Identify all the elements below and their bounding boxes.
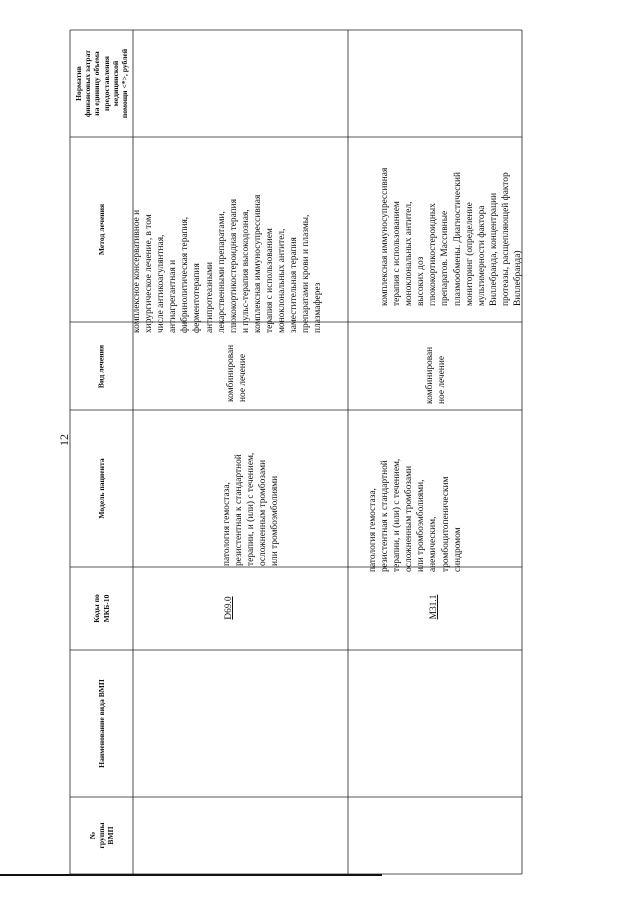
header-icd-codes: Коды по МКБ-10 bbox=[92, 594, 111, 623]
row1-icd-code: D69.0 bbox=[224, 596, 234, 620]
row2-patient-model: патология гемостаза, резистентная к стандартной терапии, и (или) с течением, осложненным тромбозами или тромбоэмболиями, анемическим, тромбоцитопеническим синдромом bbox=[368, 458, 463, 572]
row1-patient-model: патология гемостаза, резистентная к стандартной терапии, и (или) с течением, осложненным тромбозами или тромбоэмболиями bbox=[222, 452, 281, 566]
header-group-number: № группы ВМП bbox=[87, 822, 116, 849]
header-cost-standard: Норматив финансовых затрат на единицу объема предоставления медицинской помощи <*>, рублей bbox=[73, 48, 129, 119]
row2-treatment-method: комплексная иммуносупрессивная терапия с использованием моноклональных антител, высоких доз глюкокортикостероидных препаратов. Массивные плазмообмены. Диагностический мониторинг (определение мультимерности фактора Виллебранда, концентрации протеазы, расщепляющей фактор Виллебранда) bbox=[380, 167, 524, 306]
bottom-rule bbox=[0, 874, 382, 876]
page-number: 12 bbox=[57, 434, 71, 446]
header-patient-model: Модель пациента bbox=[96, 458, 106, 519]
header-treatment-type: Вид лечения bbox=[96, 344, 106, 389]
header-type-name: Наименование вида ВМП bbox=[96, 679, 106, 768]
row1-treatment-type: комбинирован ное лечение bbox=[226, 344, 249, 402]
row2-treatment-type: комбинирован ное лечение bbox=[425, 346, 448, 404]
row1-treatment-method: комплексное консервативное и хирургическое лечение, в том числе антикоагулянтная, антиагрегантная и фибринолитическая терапия, ферментотерапия антипротеазными лекарственными препаратами, глюкокортикостероидная терапия и пульс-терапия высокодозная, комплексная иммуносупрессивная терапия с использованием моноклональных антител, заместительная терапия препаратами крови и плазмы, плазмаферез bbox=[132, 194, 324, 333]
header-treatment-method: Метод лечения bbox=[96, 203, 106, 256]
row2-icd-code: M31.1 bbox=[429, 594, 439, 620]
